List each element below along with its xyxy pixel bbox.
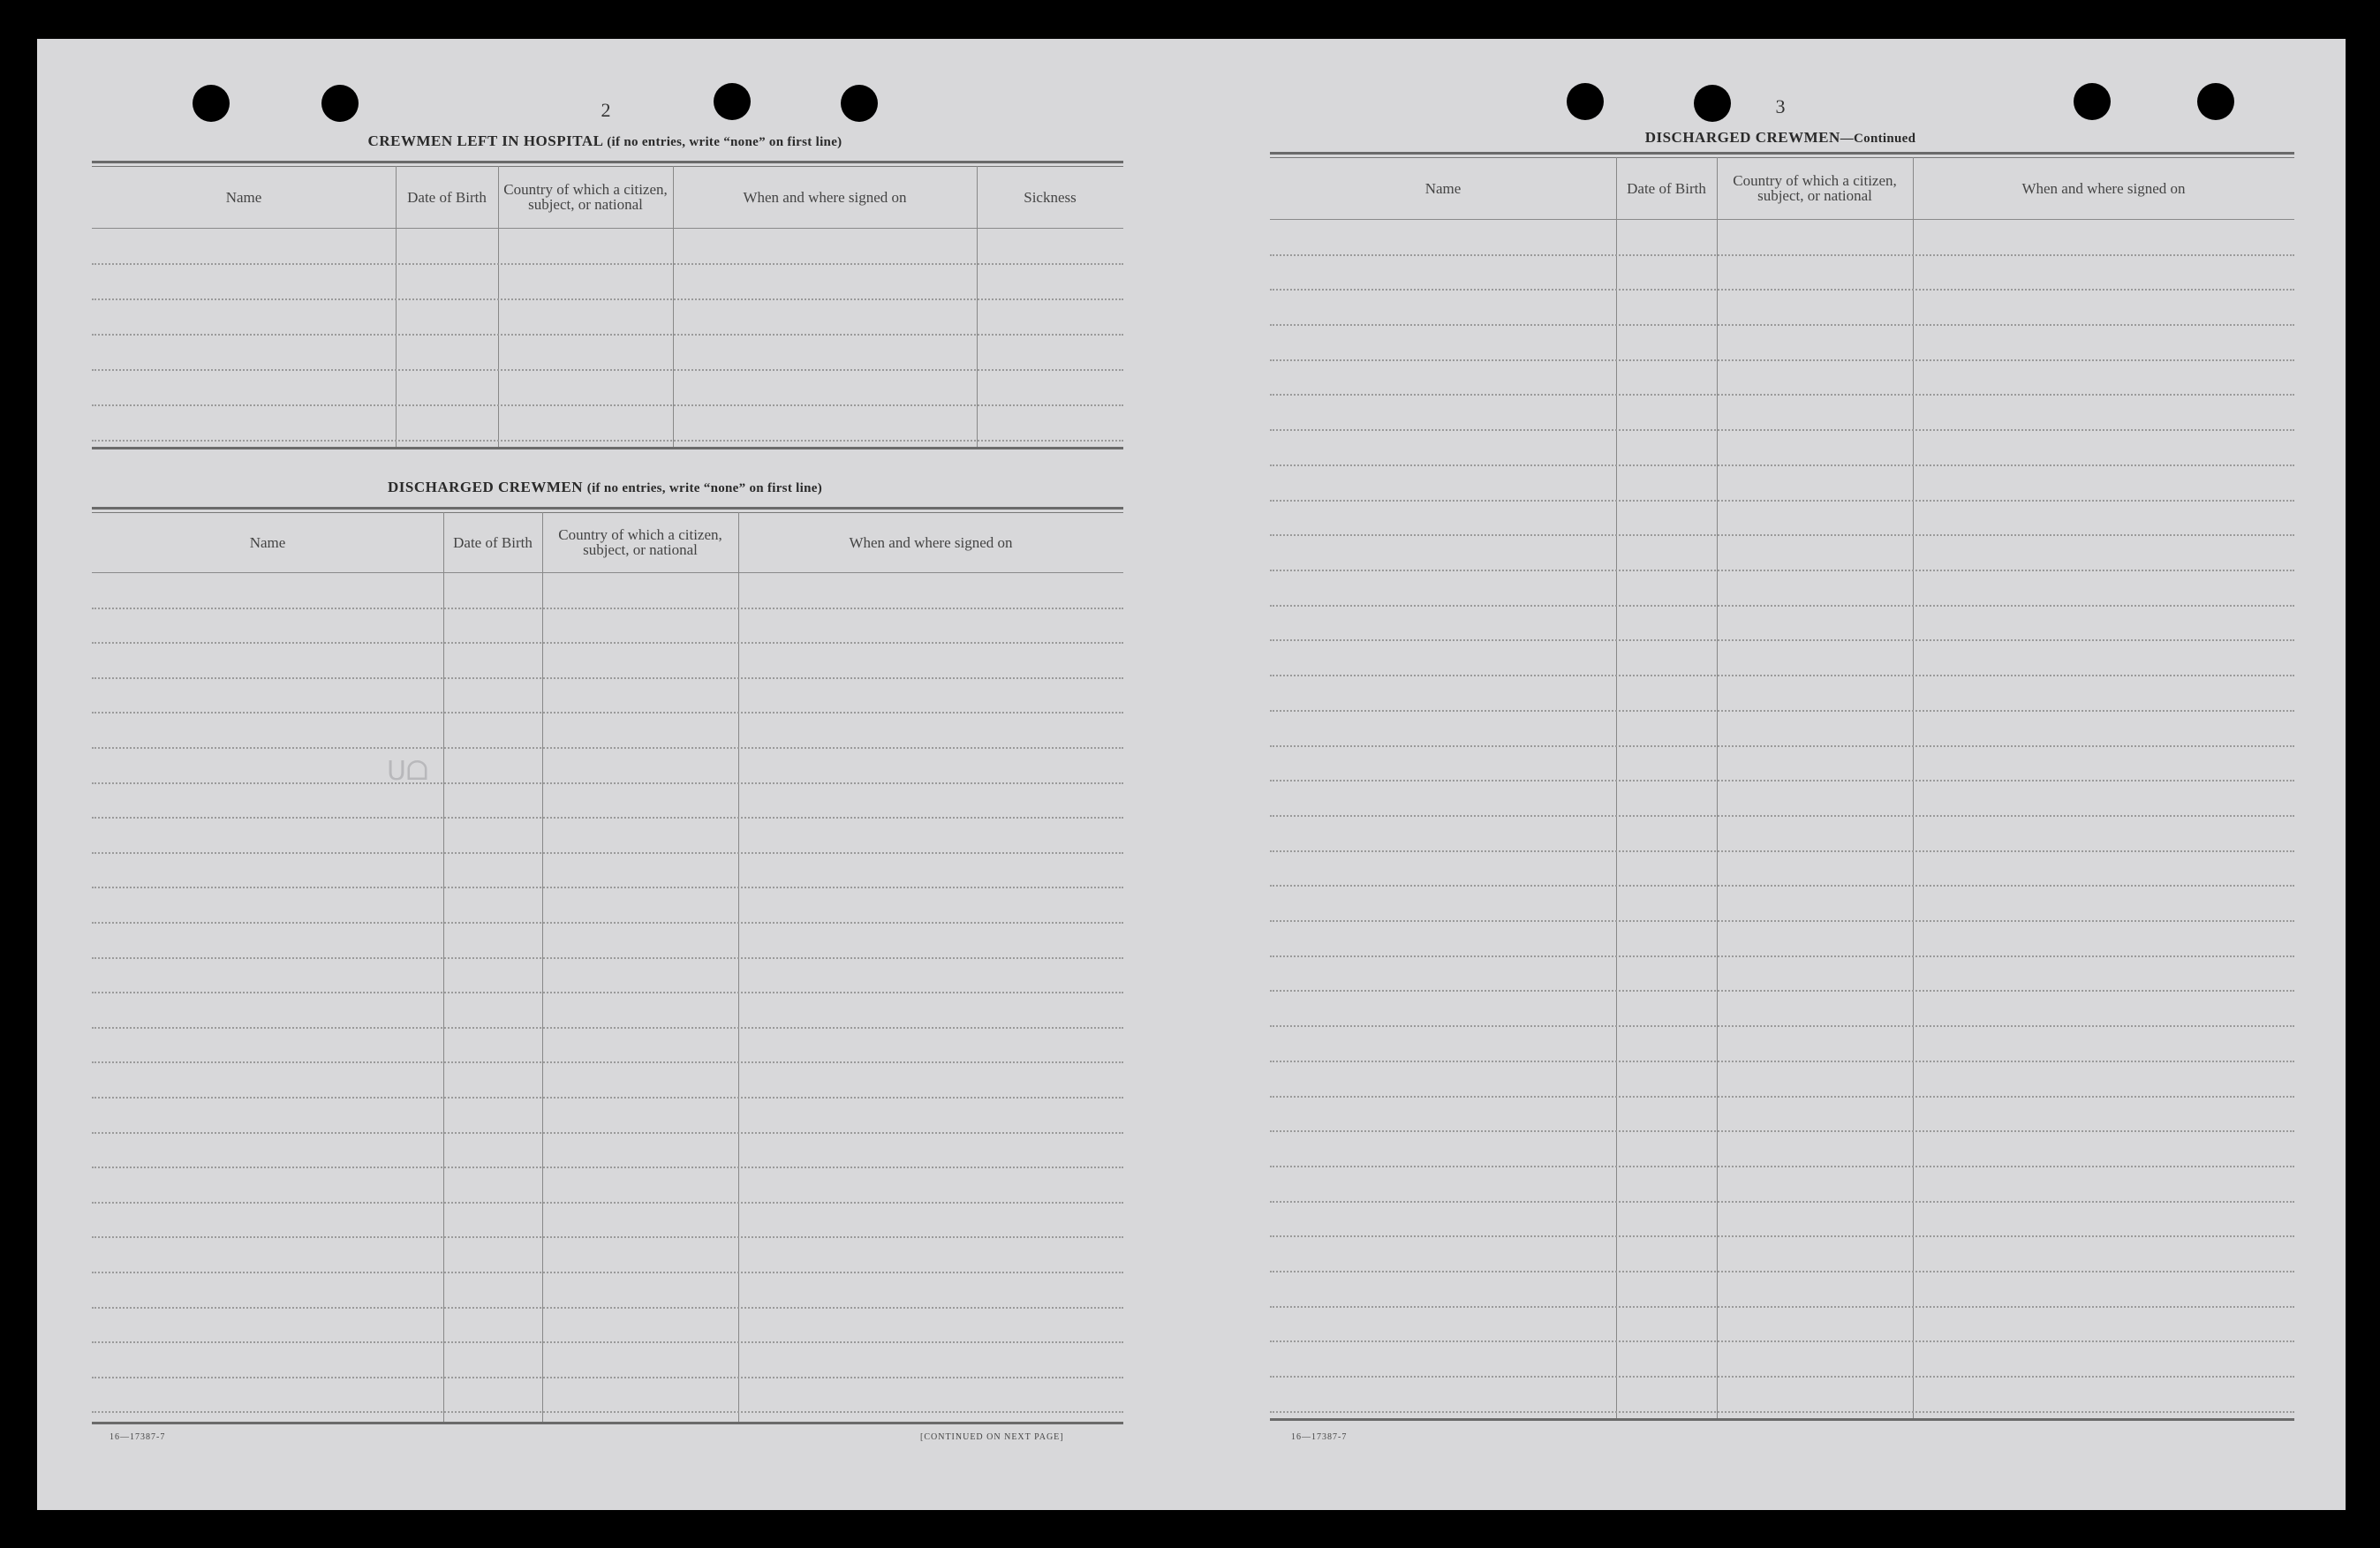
entry-line: [92, 1307, 1123, 1309]
entry-line: [1270, 570, 2294, 571]
column-divider: [1616, 157, 1617, 1418]
column-header: Date of Birth: [407, 188, 487, 206]
entry-line: [92, 817, 1123, 819]
punch-hole: [714, 83, 751, 120]
column-divider: [542, 512, 543, 1422]
column-header: Country of which a citizen, subject, or national: [503, 181, 668, 213]
column-header: Country of which a citizen, subject, or national: [558, 526, 722, 558]
entry-line: [92, 1411, 1123, 1413]
column-header: Date of Birth: [1627, 179, 1706, 197]
entry-line: [92, 298, 1123, 300]
punch-hole: [321, 85, 359, 122]
continued-note: [CONTINUED ON NEXT PAGE]: [920, 1432, 1064, 1442]
entry-line: [1270, 394, 2294, 396]
discharged-continued-title-text: DISCHARGED CREWMEN: [1644, 129, 1840, 146]
column-divider: [443, 512, 444, 1422]
entry-line: [1270, 534, 2294, 536]
entry-line: [92, 369, 1123, 371]
entry-line: [1270, 710, 2294, 712]
entry-line: [92, 642, 1123, 644]
table-top-rule: [1270, 152, 2294, 155]
hospital-section-title: [88, 132, 1122, 150]
entry-line: [92, 1097, 1123, 1099]
entry-line: [92, 404, 1123, 406]
entry-line: [92, 852, 1123, 854]
entry-line: [1270, 605, 2294, 607]
entry-line: [1270, 254, 2294, 256]
punch-hole: [2197, 83, 2234, 120]
entry-line: [92, 1202, 1123, 1204]
discharged-continued-title: [1268, 129, 2293, 147]
column-header: Name: [1424, 179, 1462, 197]
table-bottom-rule: [92, 447, 1123, 449]
column-divider: [738, 512, 739, 1422]
entry-line: [1270, 324, 2294, 326]
table-bottom-rule: [1270, 1418, 2294, 1421]
page-number-left: 2: [601, 99, 611, 121]
header-bottom-line: [92, 572, 1123, 573]
table-top-rule-thin: [92, 166, 1123, 167]
entry-line: [92, 1272, 1123, 1273]
column-header: When and where signed on: [2021, 179, 2186, 197]
header-bottom-line: [1270, 219, 2294, 220]
entry-line: [1270, 990, 2294, 992]
entry-line: [1270, 289, 2294, 291]
column-header: Sickness: [1024, 188, 1077, 206]
form-number-right: 16—17387-7: [1291, 1432, 1348, 1442]
entry-line: [1270, 675, 2294, 676]
entry-line: [1270, 850, 2294, 852]
entry-line: [1270, 1025, 2294, 1027]
entry-line: [1270, 1376, 2294, 1378]
entry-line: [1270, 429, 2294, 431]
continued-label: —Continued: [1840, 132, 1916, 146]
entry-line: [92, 263, 1123, 265]
entry-line: [92, 782, 1123, 784]
entry-line: [92, 712, 1123, 714]
header-bottom-line: [92, 228, 1123, 229]
hospital-note: (if no entries, write “none” on first line): [607, 135, 842, 149]
entry-line: [1270, 885, 2294, 887]
form-number-left: 16—17387-7: [110, 1432, 166, 1442]
entry-line: [92, 992, 1123, 993]
table-bottom-rule: [92, 1422, 1123, 1424]
column-divider: [1913, 157, 1914, 1418]
punch-hole: [2074, 83, 2111, 120]
entry-line: [1270, 500, 2294, 502]
entry-line: [1270, 1340, 2294, 1342]
table-top-rule-thin: [92, 512, 1123, 513]
discharged-section-title: [88, 479, 1122, 496]
table-top-rule: [92, 161, 1123, 163]
entry-line: [1270, 815, 2294, 817]
column-header: When and where signed on: [849, 533, 1013, 551]
column-header: Name: [249, 533, 286, 551]
entry-line: [92, 440, 1123, 442]
punch-hole: [193, 85, 230, 122]
entry-line: [1270, 1271, 2294, 1272]
page-number-right: 3: [1775, 95, 1786, 117]
entry-line: [1270, 920, 2294, 922]
column-header: Name: [225, 188, 262, 206]
entry-line: [1270, 1306, 2294, 1308]
column-header: Date of Birth: [453, 533, 533, 551]
entry-line: [92, 334, 1123, 336]
entry-line: [1270, 1411, 2294, 1413]
entry-line: [1270, 1096, 2294, 1098]
table-top-rule-thin: [1270, 157, 2294, 158]
entry-line: [92, 957, 1123, 959]
entry-line: [1270, 1061, 2294, 1062]
discharged-title: DISCHARGED CREWMEN: [388, 479, 584, 495]
entry-line: [92, 922, 1123, 924]
column-header: When and where signed on: [743, 188, 907, 206]
entry-line: [92, 1061, 1123, 1063]
entry-line: [92, 608, 1123, 609]
entry-line: [1270, 1235, 2294, 1237]
entry-line: [1270, 639, 2294, 641]
entry-line: [1270, 1201, 2294, 1203]
punch-hole: [1567, 83, 1604, 120]
entry-line: [92, 1377, 1123, 1378]
faint-mark: ᑌᗝ: [387, 756, 428, 787]
entry-line: [92, 1236, 1123, 1238]
entry-line: [92, 887, 1123, 888]
entry-line: [1270, 955, 2294, 957]
hospital-title: CREWMEN LEFT IN HOSPITAL: [367, 132, 603, 149]
entry-line: [1270, 1130, 2294, 1132]
entry-line: [1270, 464, 2294, 466]
entry-line: [92, 1341, 1123, 1343]
form-sheet: [37, 39, 2346, 1510]
punch-hole: [1694, 85, 1731, 122]
table-top-rule: [92, 507, 1123, 510]
entry-line: [1270, 745, 2294, 747]
entry-line: [92, 1027, 1123, 1029]
punch-hole: [841, 85, 878, 122]
discharged-note: (if no entries, write “none” on first line): [586, 481, 822, 495]
entry-line: [92, 677, 1123, 679]
entry-line: [1270, 780, 2294, 782]
entry-line: [1270, 1166, 2294, 1167]
entry-line: [92, 747, 1123, 749]
column-divider: [1717, 157, 1718, 1418]
entry-line: [92, 1132, 1123, 1134]
column-header: Country of which a citizen, subject, or national: [1733, 172, 1897, 204]
entry-line: [1270, 359, 2294, 361]
entry-line: [92, 1167, 1123, 1168]
